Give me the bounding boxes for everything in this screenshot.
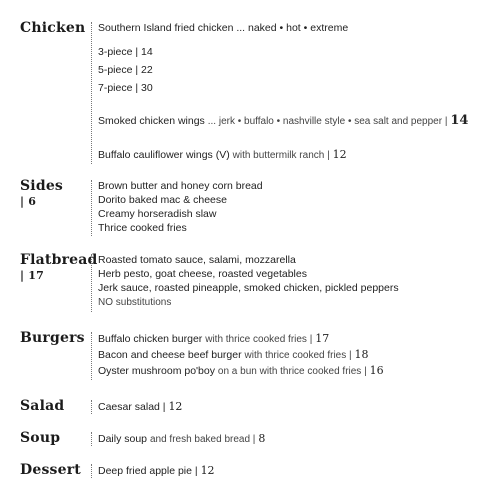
section-title-dessert: Dessert xyxy=(20,462,81,478)
wings-price: 14 xyxy=(450,113,469,128)
side-item: Brown butter and honey corn bread xyxy=(98,180,263,192)
soup-desc: and fresh baked bread | xyxy=(149,434,256,445)
chicken-fried-line: Southern Island fried chicken ... naked • hot • extreme xyxy=(98,22,349,34)
soup-name: Daily soup xyxy=(98,433,148,445)
section-burgers xyxy=(0,330,500,382)
chicken-5-piece: 5-piece | 22 xyxy=(98,64,153,76)
burger-item xyxy=(98,348,369,362)
section-soup xyxy=(0,430,500,450)
section-dessert xyxy=(0,462,500,482)
section-title-salad: Salad xyxy=(20,398,65,414)
burger-name: Buffalo chicken burger xyxy=(98,333,203,345)
burger-desc: with thrice cooked fries | xyxy=(205,334,313,345)
section-title-flatbread xyxy=(20,252,98,284)
flatbread-title: Flatbread xyxy=(20,252,98,268)
side-item: Dorito baked mac & cheese xyxy=(98,194,227,206)
salad-name: Caesar salad | xyxy=(98,401,166,413)
section-divider xyxy=(91,180,92,236)
salad-price: 12 xyxy=(168,400,183,413)
cauli-price: 12 xyxy=(332,148,347,161)
chicken-7-piece: 7-piece | 30 xyxy=(98,82,153,94)
section-title-sides xyxy=(20,178,63,210)
cauli-desc: with buttermilk ranch | xyxy=(232,150,330,161)
section-title-burgers: Burgers xyxy=(20,330,85,346)
soup-item xyxy=(98,432,265,446)
flatbread-note: NO substitutions xyxy=(98,297,172,308)
burger-desc: on a bun with thrice cooked fries | xyxy=(217,366,367,377)
section-divider xyxy=(91,464,92,478)
burger-item xyxy=(98,364,384,378)
cauliflower-line xyxy=(98,148,347,162)
side-item: Creamy horseradish slaw xyxy=(98,208,217,220)
section-divider xyxy=(91,432,92,446)
side-item: Thrice cooked fries xyxy=(98,222,187,234)
section-chicken xyxy=(0,18,500,168)
section-title-chicken: Chicken xyxy=(20,20,86,36)
dessert-name: Deep fried apple pie | xyxy=(98,465,198,477)
flatbread-price: | 17 xyxy=(20,269,44,282)
section-divider xyxy=(91,332,92,380)
burger-name: Bacon and cheese beef burger xyxy=(98,349,242,361)
flatbread-item: Jerk sauce, roasted pineapple, smoked chicken, pickled peppers xyxy=(98,282,399,294)
burger-desc: with thrice cooked fries | xyxy=(244,350,352,361)
sides-title: Sides xyxy=(20,178,64,194)
chicken-3-piece: 3-piece | 14 xyxy=(98,46,153,58)
section-salad xyxy=(0,398,500,418)
section-divider xyxy=(91,400,92,414)
burger-price: 18 xyxy=(354,348,369,361)
burger-price: 16 xyxy=(369,364,384,377)
section-divider xyxy=(91,254,92,312)
section-flatbread xyxy=(0,252,500,316)
cauli-name: Buffalo cauliflower wings (V) xyxy=(98,149,230,161)
dessert-price: 12 xyxy=(200,464,215,477)
wings-options: ... jerk • buffalo • nashville style • sea salt and pepper | xyxy=(207,116,448,127)
chicken-wings-line xyxy=(98,114,468,128)
flatbread-item: Roasted tomato sauce, salami, mozzarella xyxy=(98,254,296,266)
salad-item xyxy=(98,400,182,414)
section-title-soup: Soup xyxy=(20,430,61,446)
burger-name: Oyster mushroom po'boy xyxy=(98,365,215,377)
flatbread-item: Herb pesto, goat cheese, roasted vegetables xyxy=(98,268,307,280)
soup-price: 8 xyxy=(258,432,266,445)
section-sides xyxy=(0,178,500,238)
burger-item xyxy=(98,332,329,346)
burger-price: 17 xyxy=(315,332,330,345)
dessert-item xyxy=(98,464,215,478)
section-divider xyxy=(91,22,92,164)
sides-price: | 6 xyxy=(20,195,37,208)
wings-name: Smoked chicken wings xyxy=(98,115,205,127)
